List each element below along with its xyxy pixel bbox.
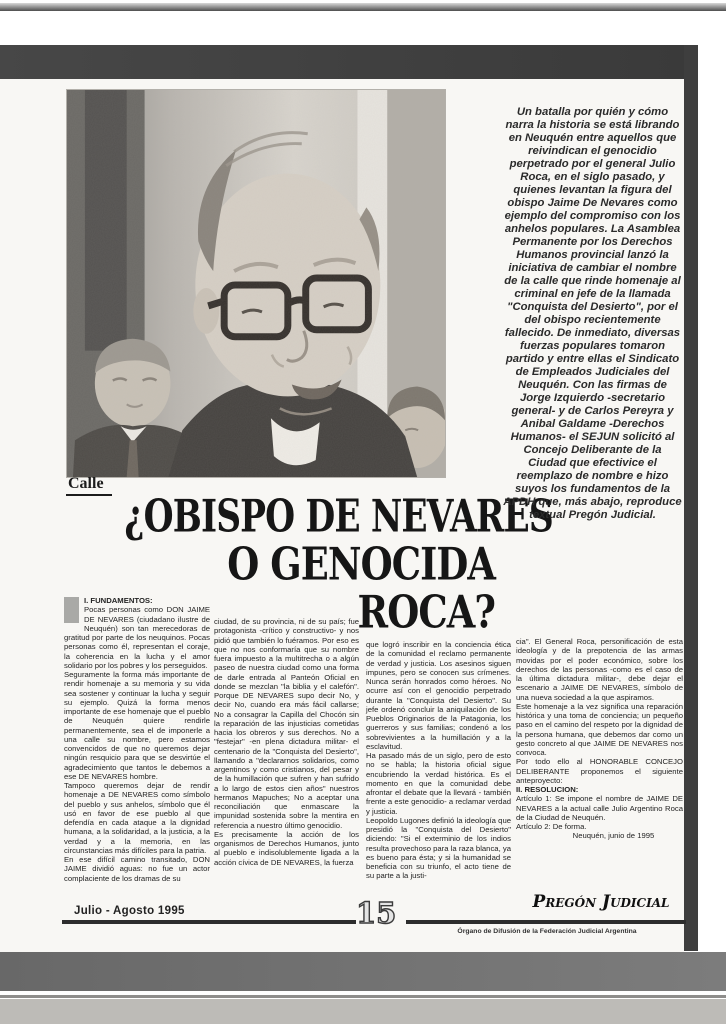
headline-line-2: O GENOCIDA [227,537,495,591]
paragraph: Este homenaje a la vez significa una reparación histórica y una toma de conciencia; un pequeño paso en el camino del respeto por la dignidad de la persona humana, que debemos dar como un gesto concreto al que JAIME DE NEVARES nos convoca. [516,701,683,757]
paragraph: Artículo 2: De forma. [516,822,587,831]
film-grain-overlay [67,90,445,477]
section-marker-square [64,597,79,623]
paragraph: que logró inscribir en la conciencia ética de la comunidad el reclamo permanente de verdad y justicia. Los asesinos siguen impunes, pero se conocen sus crímenes. Nunca serán honrados como héroes. No ocurre así con el genocidio perpetrado durante la "Conquista del Desierto". Su jefe ordenó concluir la aniquilación de los Pueblos Originarios de la Patagonia, los guerreros y sus familias; condenó a los sobrevivientes a la humillación y a la esclavitud. [366,640,511,751]
body-column-4 [516,637,683,841]
page-border-top [0,45,698,79]
body-column-2 [214,617,359,867]
column-2-text [214,617,359,867]
paragraph: Ha pasado más de un siglo, pero de esto no se habla; la historia oficial sigue encubriendo la verdad histórica. Es el momento en que la comunidad debe afrontar el debate que la llevará - también frente a este genocidio- a reclamar verdad y justicia. [366,751,511,816]
dateline: Neuquén, junio de 1995 [572,831,655,841]
page-bottom-bar [0,952,726,991]
standfirst-column [503,106,682,522]
paragraph: Seguramente la forma más importante de rendir homenaje a su memoria y su vida sea sostener y continuar la lucha y seguir su ejemplo. Quizá la forma menos importante de ese homenaje que el pueblo de Neuquén quiere rendirle permanentemente, sea el de imponerle a una calle su nombre, pero estamos convencidos de que no queremos dejar ningún resquicio para que se desvirtúe el agradecimiento que tantos le debemos a ese DE NEVARES hombre. [64,670,210,781]
column-1-text [64,605,210,883]
scan-background [0,999,726,1024]
article-photo [66,89,446,478]
body-column-1 [64,596,210,883]
issue-date: Julio - Agosto 1995 [74,905,185,917]
page-border-right [684,45,698,951]
paragraph: Artículo 1: Se impone el nombre de JAIME DE NEVARES a la actual calle Julio Argentino Roca de la Ciudad de Neuquén. [516,794,683,822]
paragraph: Tampoco queremos dejar de rendir homenaje a DE NEVARES como símbolo del pueblo y sus anhelos, símbolo que él usó en favor de ese pueblo al que defendía en cada ataque a la dignidad humana, a la solidaridad, a la justicia, a la verdad y a la memoria, en las circunstancias más difíciles para la patria. [64,781,210,855]
paragraph: Leopoldo Lugones definió la ideología que presidió la "Conquista del Desierto" diciendo: "Si el exterminio de los indios resulta provechoso para la raza blanca, ya es bueno para ésta; y si la humanidad se beneficia con su triunfo, el acto tiene de su parte a la justi- [366,815,511,881]
section-heading-fundamentos: I. FUNDAMENTOS: [84,596,153,605]
section-kicker: Calle [66,475,112,496]
scan-top-edge [0,3,726,11]
standfirst-text: Un batalla por quién y cómo narra la historia se está librando en Neuquén entre aquellos que reivindican el genocidio perpetrado por el general Julio Roca, en el siglo pasado, y quienes levantan la figura del obispo Jaime De Nevares como ejemplo del compromiso con los anhelos populares. La Asamblea Permanente por los Derechos Humanos provincial lanzó la iniciativa de cambiar el nombre de la calle que rinde homenaje al criminal en jefe de la llamada "Conquista del Desierto", por el del obispo recientemente fallecido. De inmediato, diversas fuerzas populares tomaron partido y entre ellas el Sindicato de Empleados Judiciales del Neuquén. Con las firmas de Jorge Izquierdo -secretario general- y de Carlos Pereyra y Anibal Galdame -Derechos Humanos- el SEJUN solicitó al Concejo Deliberante de la Ciudad que efectivice el reemplazo de nombre e hizo suyos los fundamentos de la APDH que, más abajo, reproduce textual Pregón Judicial. [503,106,682,521]
paragraph: ciudad, de su provincia, ni de su país; fue protagonista -crítico y constructivo- y nos pidió que también lo fuéramos. Por eso es que no nos conformaría que su nombre fuera impuesto a la multitrecha o a algún paseo de nuestra ciudad como una forma de darle entrada al Panteón Oficial en donde se mezclan "la biblia y el calefón". Porque DE NEVARES supo decir No, y decir No, cuando era más fácil callarse; No a consagrar la Capilla del Chocón sin la reparación de las injusticias cometidas hacia los obreros y sus derechos. No a "festejar" -en plena dictadura militar- el centenario de la "Conquista del Desierto", llamando a "declararnos solidarios, como argentinos y como cristianos, del pesar y de la humillación que sufren y han sufrido a lo largo de estos cien años" nuestros hermanos Mapuches; No a aceptar una reconciliación que enmascare la impunidad sostenida sobre la mentira en referencia a nuestro último genocidio. [214,617,359,830]
column-3-text [366,640,511,881]
paragraph: Es precisamente la acción de los organismos de Derechos Humanos, junto al pueblo e indisolublemente ligada a la acción cívica de DE NEVARES, la fuerza [214,829,359,867]
resolution-text [516,794,683,831]
page-number: 15 [356,896,397,930]
footer-rule-left [62,920,356,924]
paragraph: cia". El General Roca, personificación de esta ideología y de la prepotencia de las armas movidas por el poder económico, sobre los derechos de las personas -como es el caso de la última dictadura militar-, debe dejar el escenario a JAIME DE NEVARES, símbolo de una nueva sociedad a la que aspiramos. [516,637,683,702]
body-column-3 [366,640,511,881]
headline-line-1: ¿OBISPO DE NEVARES [124,489,553,543]
section-heading-resolucion: II. RESOLUCION: [516,785,579,794]
paragraph: Por todo ello al HONORABLE CONCEJO DELIBERANTE proponemos el siguiente anteproyecto: [516,757,683,785]
footer-rule-right [406,920,686,924]
paragraph: Pocas personas como DON JAIME DE NEVARES (ciudadano ilustre de Neuquén) son tan merecedoras de gratitud por parte de los neuquinos. Pocas personas como él, representan el coraje, la coherencia en la lucha y el amor solidario por los pobres y los perseguidos. [64,605,210,670]
pregon-judicial-logo: Pregón Judicial [532,892,670,912]
paragraph: En ese difícil camino transitado, DON JAIME dividió aguas: no fue un actor complaciente de los dramas de su [64,855,210,883]
bishop-portrait-illustration [67,90,445,477]
footer-tagline: Órgano de Difusión de la Federación Judicial Argentina [457,928,637,935]
headline-line-3: ROCA? [357,585,495,639]
column-4-text [516,637,683,785]
scan-bottom-line [0,995,726,998]
